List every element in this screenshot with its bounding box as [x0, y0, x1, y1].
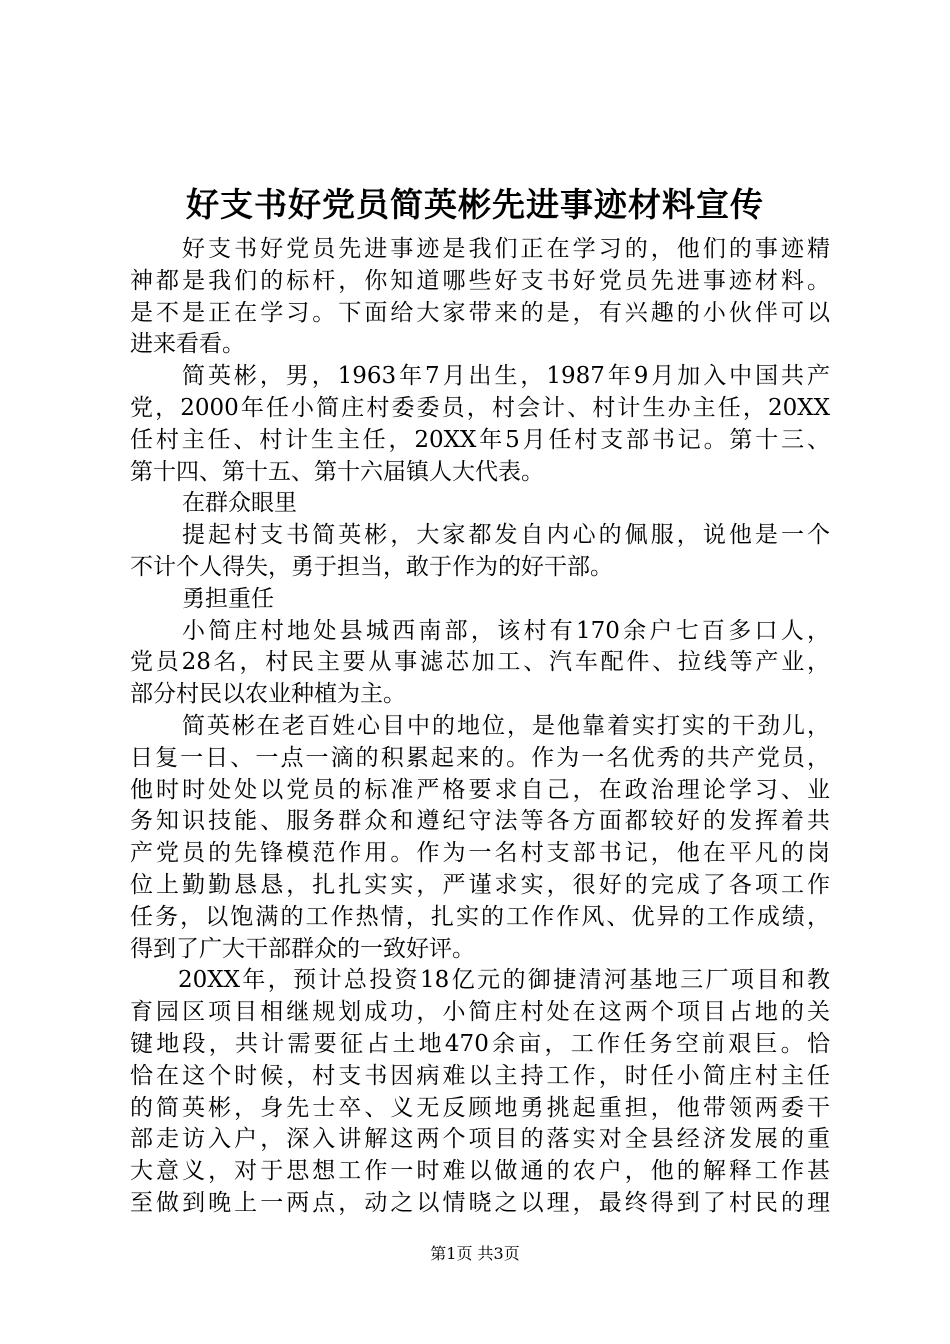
text-line: 他时时处处以党员的标准严格要求自己，在政治理论学习、业	[130, 776, 830, 803]
text-line: 育园区项目相继规划成功，小简庄村处在这两个项目占地的关	[130, 999, 830, 1026]
text-line: 简英彬，男，1963年7月出生，1987年9月加入中国共产	[182, 363, 830, 390]
text-line: 产党员的先锋模范作用。作为一名村支部书记，他在平凡的岗	[130, 840, 830, 867]
text-line: 大意义，对于思想工作一时难以做通的农户，他的解释工作甚	[130, 1158, 830, 1185]
text-line: 的简英彬，身先士卒、义无反顾地勇挑起重担，他带领两委干	[130, 1094, 830, 1121]
document-body	[130, 234, 830, 1220]
text-line: 神都是我们的标杆，你知道哪些好支书好党员先进事迹材料。	[130, 267, 830, 294]
text-line: 部走访入户，深入讲解这两个项目的落实对全县经济发展的重	[130, 1126, 830, 1153]
text-line: 是不是正在学习。下面给大家带来的是，有兴趣的小伙伴可以	[130, 299, 830, 326]
text-line: 小简庄村地处县城西南部，该村有170余户七百多口人，	[182, 617, 830, 644]
text-line: 不计个人得失，勇于担当，敢于作为的好干部。	[130, 553, 613, 580]
text-line: 20XX年，预计总投资18亿元的御捷清河基地三厂项目和教	[178, 967, 830, 994]
text-line: 务知识技能、服务群众和遵纪守法等各方面都较好的发挥着共	[130, 808, 830, 835]
document-title: 好支书好党员简英彬先进事迹材料宣传	[186, 185, 764, 224]
text-line: 至做到晚上一两点，动之以情晓之以理，最终得到了村民的理	[130, 1189, 830, 1216]
text-line: 恰在这个时候，村支书因病难以主持工作，时任小简庄村主任	[130, 1062, 830, 1089]
text-line: 得到了广大干部群众的一致好评。	[130, 935, 475, 962]
section-heading: 勇担重任	[182, 585, 274, 612]
section-heading: 在群众眼里	[182, 490, 297, 517]
text-line: 任务，以饱满的工作热情，扎实的工作作风、优异的工作成绩，	[130, 903, 830, 930]
text-line: 简英彬在老百姓心目中的地位，是他靠着实打实的干劲儿，	[182, 712, 830, 739]
text-line: 任村主任、村计生主任，20XX年5月任村支部书记。第十三、	[130, 426, 830, 453]
text-line: 键地段，共计需要征占土地470余亩，工作任务空前艰巨。恰	[130, 1030, 830, 1057]
text-line: 部分村民以农业种植为主。	[130, 681, 406, 708]
text-line: 提起村支书简英彬，大家都发自内心的佩服，说他是一个	[182, 522, 830, 549]
text-line: 好支书好党员先进事迹是我们正在学习的，他们的事迹精	[182, 236, 830, 262]
text-line: 第十四、第十五、第十六届镇人大代表。	[130, 458, 544, 485]
page-number-footer: 第1页 共3页	[430, 1244, 520, 1263]
text-line: 日复一日、一点一滴的积累起来的。作为一名优秀的共产党员，	[130, 744, 830, 771]
text-line: 位上勤勤恳恳，扎扎实实，严谨求实，很好的完成了各项工作	[130, 871, 830, 898]
text-line: 进来看看。	[130, 331, 245, 358]
text-line: 党员28名，村民主要从事滤芯加工、汽车配件、拉线等产业，	[130, 649, 830, 676]
text-line: 党，2000年任小简庄村委委员，村会计、村计生办主任，20XX	[130, 394, 830, 421]
